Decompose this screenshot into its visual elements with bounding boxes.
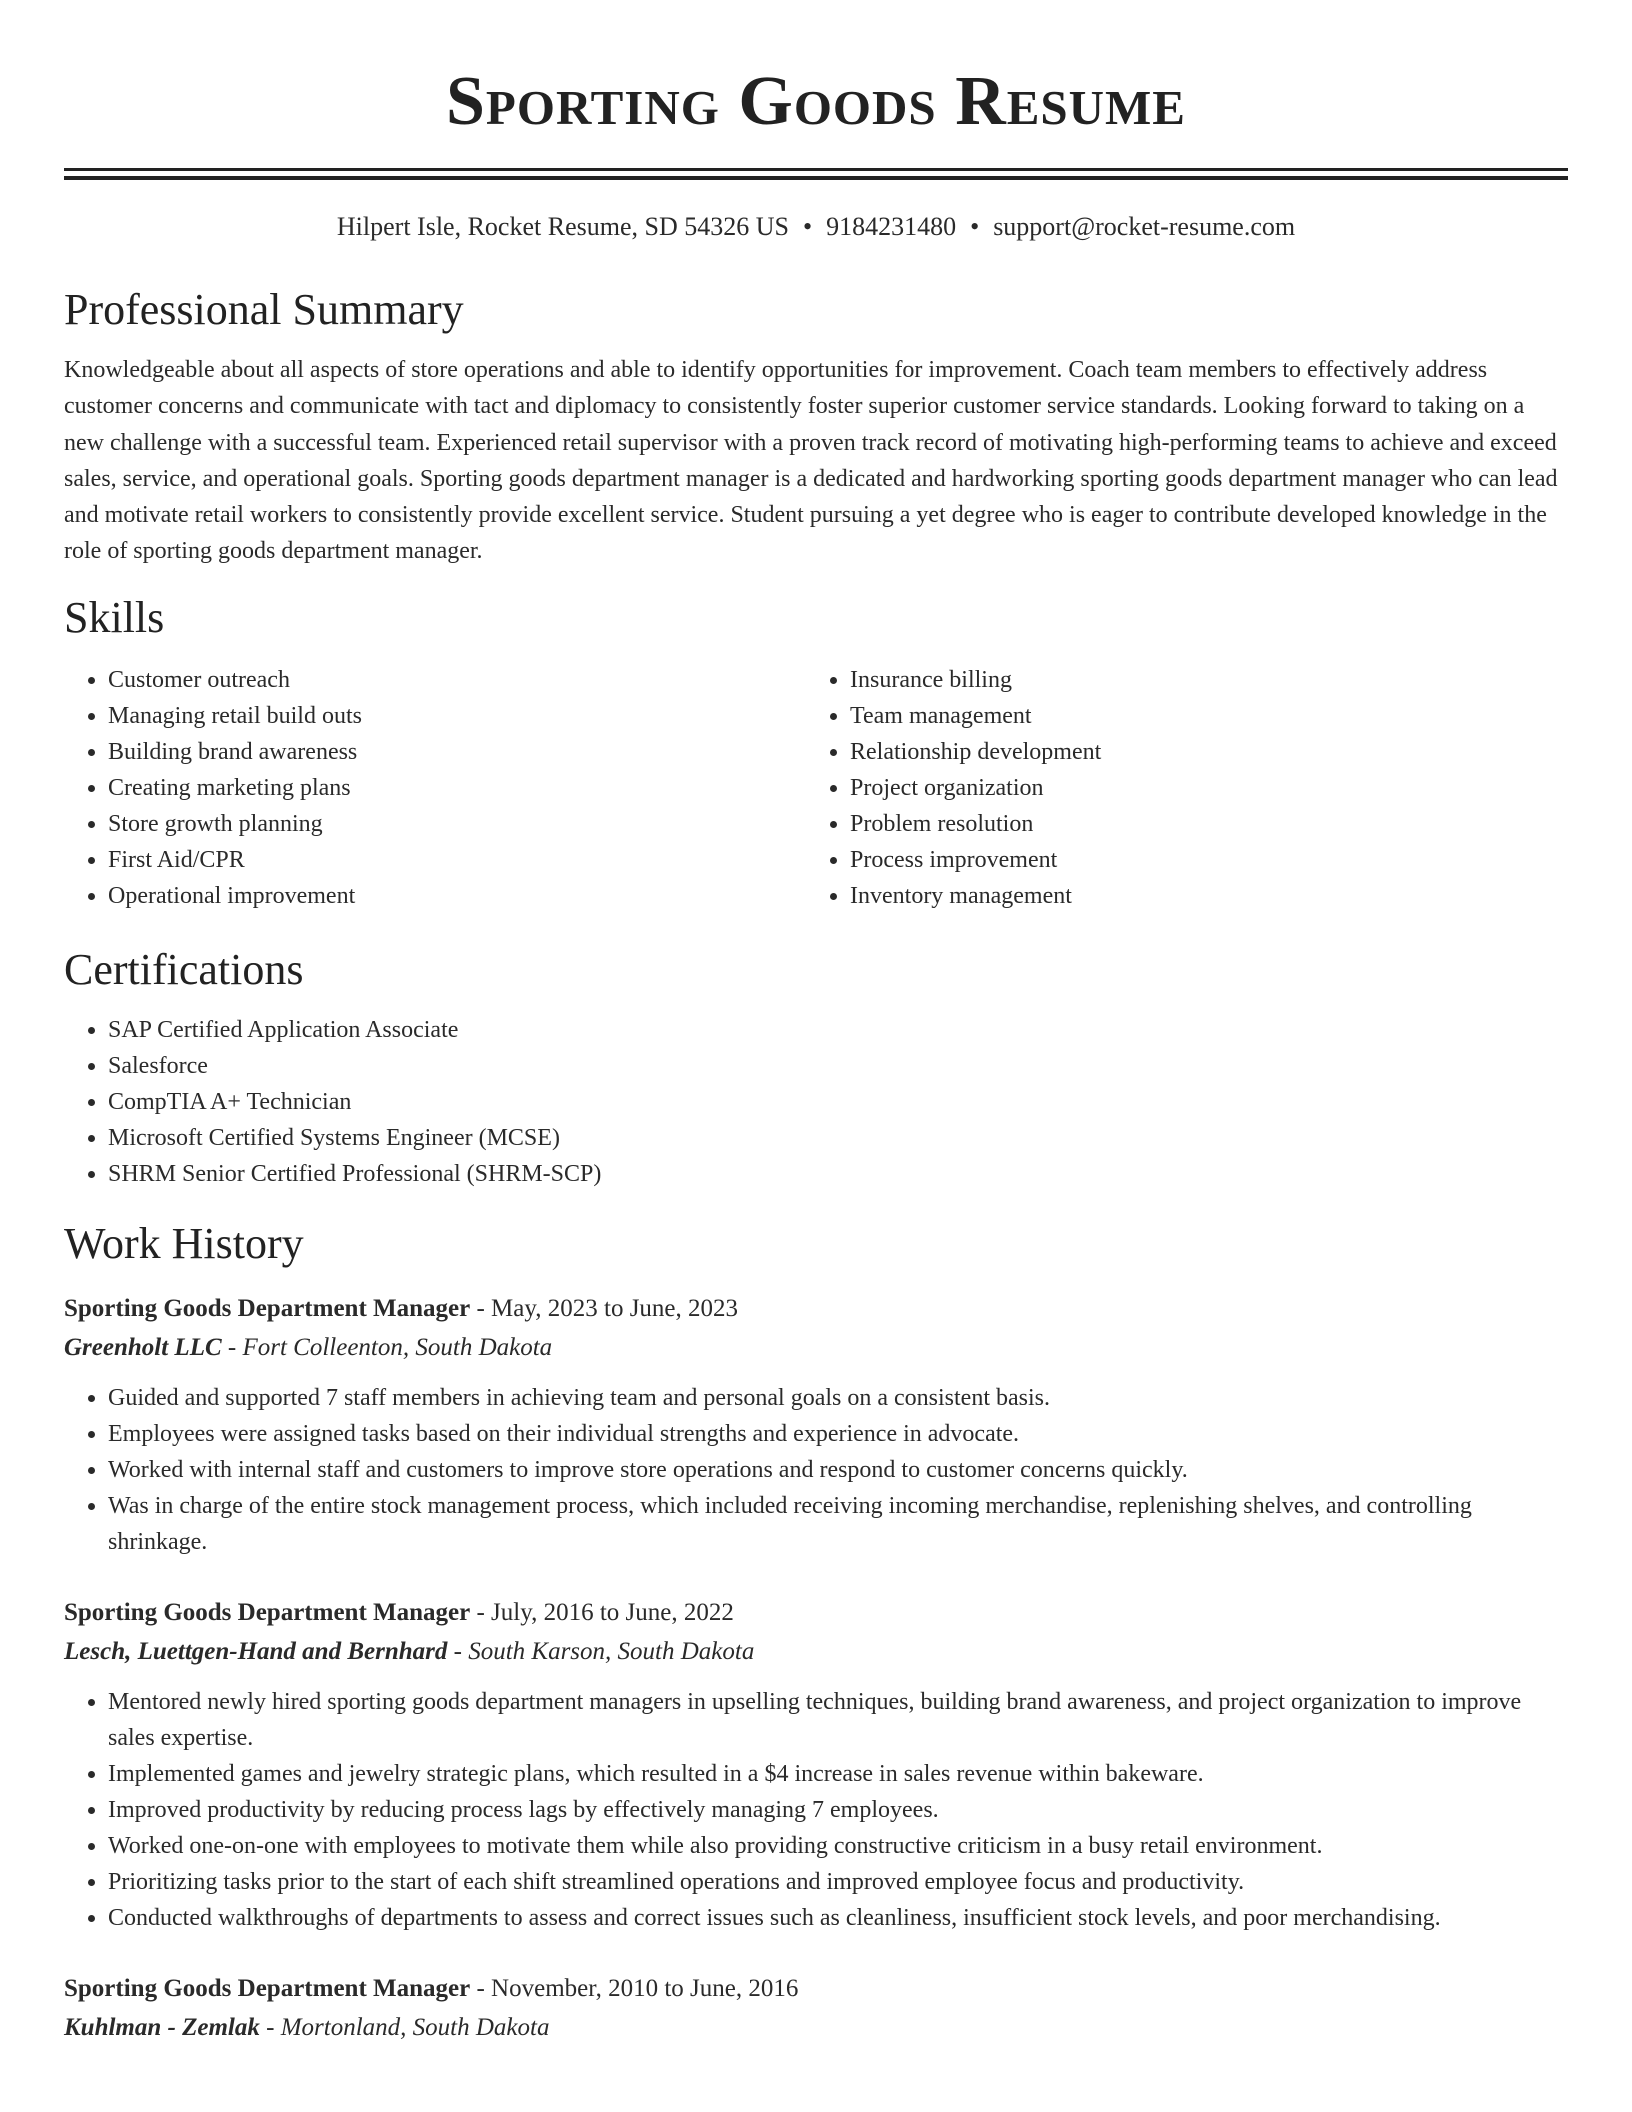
skill-item: • Insurance billing <box>850 662 1548 698</box>
certification-item: • Microsoft Certified Systems Engineer (MCSE) <box>108 1120 1568 1156</box>
job-bullets <box>64 1684 1568 1936</box>
job-bullets <box>64 1380 1568 1560</box>
job-title-line <box>64 1970 1568 2008</box>
job-location: - Mortonland, South Dakota <box>259 2013 550 2041</box>
certifications-list <box>64 1012 1568 1192</box>
job-company-line <box>64 1328 1568 1368</box>
certification-item: • Salesforce <box>108 1048 1568 1084</box>
job-bullet: • Was in charge of the entire stock management process, which included receiving incoming merchandise, replenishing shelves, and controlling shrinkage. <box>108 1488 1568 1560</box>
contact-separator: • <box>802 212 813 241</box>
job-company: Greenholt LLC <box>64 1333 222 1361</box>
job-company: Kuhlman - Zemlak <box>64 2013 260 2041</box>
job-bullet: • Prioritizing tasks prior to the start of each shift streamlined operations and improved employee focus and productivity. <box>108 1864 1568 1900</box>
job-company: Lesch, Luettgen-Hand and Bernhard <box>64 1637 448 1665</box>
job-bullet: • Mentored newly hired sporting goods department managers in upselling techniques, building brand awareness, and project organization to improve sales expertise. <box>108 1684 1568 1756</box>
skill-item: • Operational improvement <box>108 878 806 914</box>
skill-item: • Relationship development <box>850 734 1548 770</box>
job-title: Sporting Goods Department Manager <box>64 1974 471 2002</box>
job-dates: - July, 2016 to June, 2022 <box>470 1598 734 1626</box>
skill-item: • Inventory management <box>850 878 1548 914</box>
skill-item: • Building brand awareness <box>108 734 806 770</box>
skill-item: • Store growth planning <box>108 806 806 842</box>
skill-item: • Managing retail build outs <box>108 698 806 734</box>
title-divider <box>64 168 1568 180</box>
certifications-heading: Certifications <box>64 944 304 994</box>
job-entry <box>64 1290 1568 1560</box>
summary-text: Knowledgeable about all aspects of store operations and able to identify opportunities for improvement. Coach team members to effectively address customer concerns and communicate with tact and diplomacy to consistently foster superior customer service standards. Looking forward to taking on a new challenge with a successful team. Experienced retail supervisor with a proven track record of motivating high-performing teams to achieve and exceed sales, service, and operational goals. Sporting goods department manager is a dedicated and hardworking sporting goods department manager who can lead and motivate retail workers to consistently provide excellent service. Student pursuing a yet degree who is eager to contribute developed knowledge in the role of sporting goods department manager. <box>64 357 1558 565</box>
job-title-line <box>64 1290 1568 1328</box>
skills-list-left <box>64 662 806 914</box>
certification-item: • CompTIA A+ Technician <box>108 1084 1568 1120</box>
job-entry <box>64 1970 1568 2048</box>
job-entry <box>64 1594 1568 1936</box>
job-bullet: • Guided and supported 7 staff members in achieving team and personal goals on a consistent basis. <box>108 1380 1568 1416</box>
skill-item: • Customer outreach <box>108 662 806 698</box>
contact-email[interactable]: support@rocket-resume.com <box>993 212 1296 241</box>
job-company-line <box>64 2008 1568 2048</box>
job-location: - South Karson, South Dakota <box>447 1637 755 1665</box>
skill-item: • Creating marketing plans <box>108 770 806 806</box>
contact-address: Hilpert Isle, Rocket Resume, SD 54326 US <box>336 212 789 241</box>
skill-item: • Project organization <box>850 770 1548 806</box>
skills-list-right <box>806 662 1548 914</box>
job-dates: - May, 2023 to June, 2023 <box>470 1294 739 1322</box>
job-dates: - November, 2010 to June, 2016 <box>470 1974 799 2002</box>
skill-item: • Process improvement <box>850 842 1548 878</box>
job-bullet: • Implemented games and jewelry strategic plans, which resulted in a $4 increase in sales revenue within bakeware. <box>108 1756 1568 1792</box>
job-bullet: • Conducted walkthroughs of departments to assess and correct issues such as cleanliness, insufficient stock levels, and poor merchandising. <box>108 1900 1568 1936</box>
certification-item: • SAP Certified Application Associate <box>108 1012 1568 1048</box>
job-bullet: • Employees were assigned tasks based on their individual strengths and experience in advocate. <box>108 1416 1568 1452</box>
skill-item: • First Aid/CPR <box>108 842 806 878</box>
job-company-line <box>64 1632 1568 1672</box>
job-title: Sporting Goods Department Manager <box>64 1294 471 1322</box>
work-history-heading: Work History <box>64 1218 304 1268</box>
job-location: - Fort Colleenton, South Dakota <box>221 1333 553 1361</box>
job-title-line <box>64 1594 1568 1632</box>
resume-page <box>64 0 1568 2048</box>
contact-phone[interactable]: 9184231480 <box>826 212 957 241</box>
skills-heading: Skills <box>64 592 165 642</box>
skills-columns <box>64 662 1568 914</box>
contact-separator: • <box>970 212 980 241</box>
skill-item: • Team management <box>850 698 1548 734</box>
summary-heading: Professional Summary <box>64 285 464 334</box>
skill-item: • Problem resolution <box>850 806 1548 842</box>
job-title: Sporting Goods Department Manager <box>64 1598 471 1626</box>
job-bullet: • Improved productivity by reducing process lags by effectively managing 7 employees. <box>108 1792 1568 1828</box>
job-bullet: • Worked one-on-one with employees to motivate them while also providing constructive criticism in a busy retail environment. <box>108 1828 1568 1864</box>
certification-item: • SHRM Senior Certified Professional (SHRM-SCP) <box>108 1156 1568 1192</box>
job-bullet: • Worked with internal staff and customers to improve store operations and respond to customer concerns quickly. <box>108 1452 1568 1488</box>
contact-line <box>64 210 1568 244</box>
resume-title: Sporting Goods Resume <box>445 63 1186 140</box>
